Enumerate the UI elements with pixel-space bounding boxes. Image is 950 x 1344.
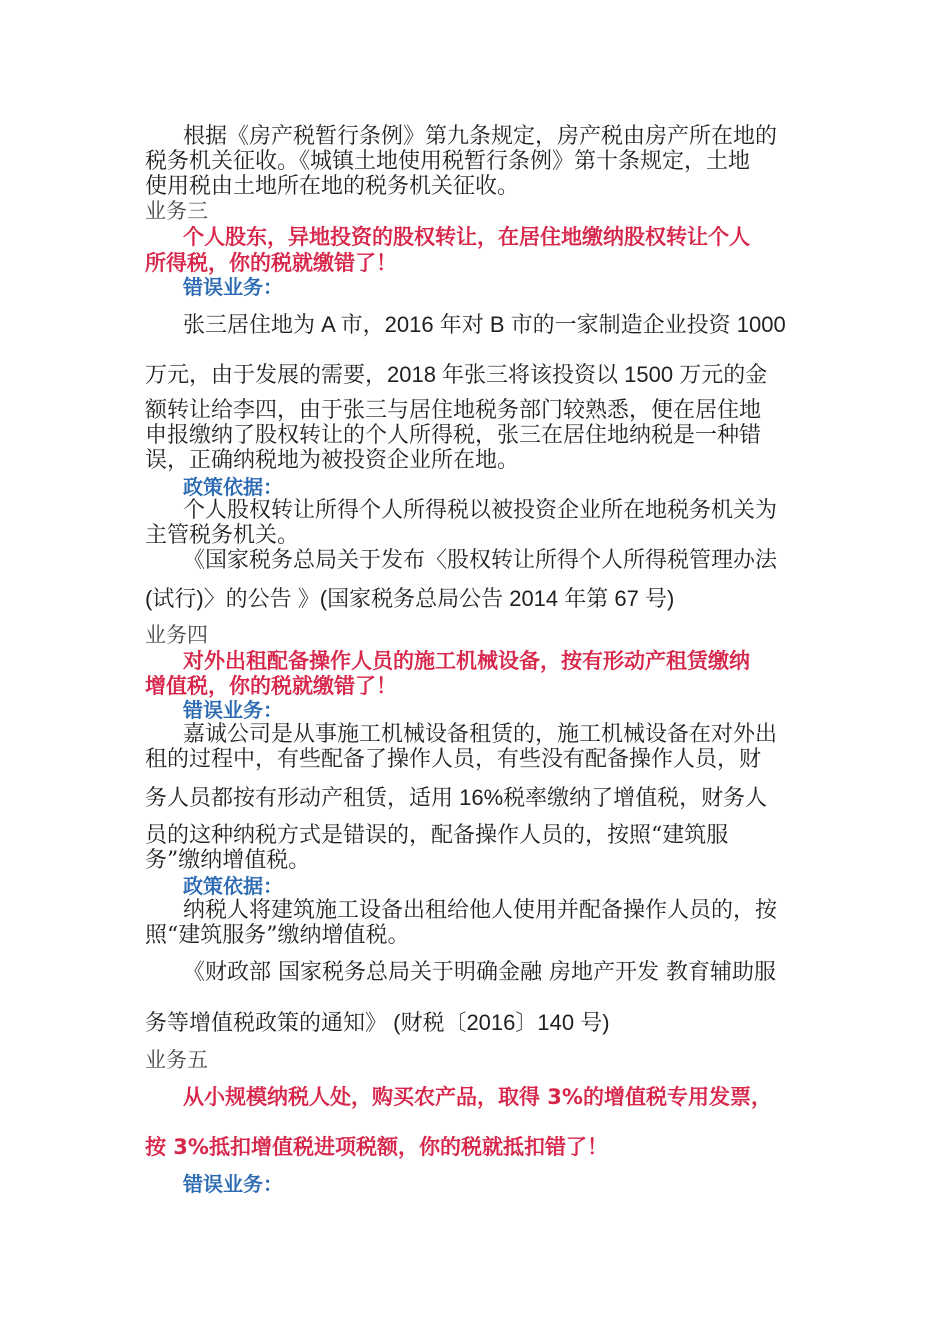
paragraph-line: 根据《房产税暂行条例》第九条规定，房产税由房产所在地的: [183, 124, 778, 149]
paragraph-line: 《财政部 国家税务总局关于明确金融 房地产开发 教育辅助服: [183, 960, 776, 985]
paragraph-line: 使用税由土地所在地的税务机关征收。: [145, 174, 520, 199]
subsection-heading: 错误业务：: [183, 1172, 283, 1196]
subsection-heading: 错误业务：: [183, 275, 283, 299]
section-label: 业务三: [145, 199, 208, 223]
paragraph-line: 务人员都按有形动产租赁，适用 16%税率缴纳了增值税，财务人: [145, 785, 768, 810]
paragraph-line: 误，正确纳税地为被投资企业所在地。: [145, 448, 520, 473]
paragraph-line: (试行)〉的公告 》(国家税务总局公告 2014 年第 67 号): [145, 586, 675, 611]
paragraph-line: 员的这种纳税方式是错误的，配备操作人员的，按照“建筑服: [145, 823, 729, 848]
paragraph-line: 纳税人将建筑施工设备出租给他人使用并配备操作人员的，按: [183, 898, 778, 923]
paragraph-line: 照“建筑服务”缴纳增值税。: [145, 923, 410, 948]
warning-heading: 对外出租配备操作人员的施工机械设备，按有形动产租赁缴纳: [183, 649, 750, 673]
section-label: 业务五: [145, 1048, 208, 1072]
paragraph-line: 嘉诚公司是从事施工机械设备租赁的，施工机械设备在对外出: [183, 722, 778, 747]
paragraph-line: 务等增值税政策的通知》 (财税〔2016〕140 号): [145, 1010, 610, 1035]
paragraph-line: 额转让给李四，由于张三与居住地税务部门较熟悉，便在居住地: [145, 398, 762, 423]
warning-heading: 个人股东，异地投资的股权转让，在居住地缴纳股权转让个人: [183, 225, 750, 249]
paragraph-line: 申报缴纳了股权转让的个人所得税，张三在居住地纳税是一种错: [145, 423, 762, 448]
paragraph-line: 张三居住地为 A 市，2016 年对 B 市的一家制造企业投资 1000: [183, 312, 786, 337]
paragraph-line: 务”缴纳增值税。: [145, 848, 311, 873]
paragraph-line: 主管税务机关。: [145, 523, 300, 548]
paragraph-line: 税务机关征收。《城镇土地使用税暂行条例》第十条规定，土地: [145, 149, 751, 174]
paragraph-line: 《国家税务总局关于发布〈股权转让所得个人所得税管理办法: [183, 548, 778, 573]
subsection-heading: 错误业务：: [183, 698, 283, 722]
warning-heading: 增值税，你的税就缴错了！: [145, 674, 397, 698]
subsection-heading: 政策依据：: [183, 475, 283, 499]
section-label: 业务四: [145, 623, 208, 647]
warning-heading: 从小规模纳税人处，购买农产品，取得 3%的增值税专用发票，: [183, 1085, 772, 1109]
paragraph-line: 万元，由于发展的需要，2018 年张三将该投资以 1500 万元的金: [145, 362, 768, 387]
subsection-heading: 政策依据：: [183, 874, 283, 898]
paragraph-line: 个人股权转让所得个人所得税以被投资企业所在地税务机关为: [183, 498, 778, 523]
warning-heading: 按 3%抵扣增值税进项税额，你的税就抵扣错了！: [145, 1135, 608, 1159]
paragraph-line: 租的过程中，有些配备了操作人员，有些没有配备操作人员，财: [145, 747, 762, 772]
warning-heading: 所得税，你的税就缴错了！: [145, 251, 397, 275]
